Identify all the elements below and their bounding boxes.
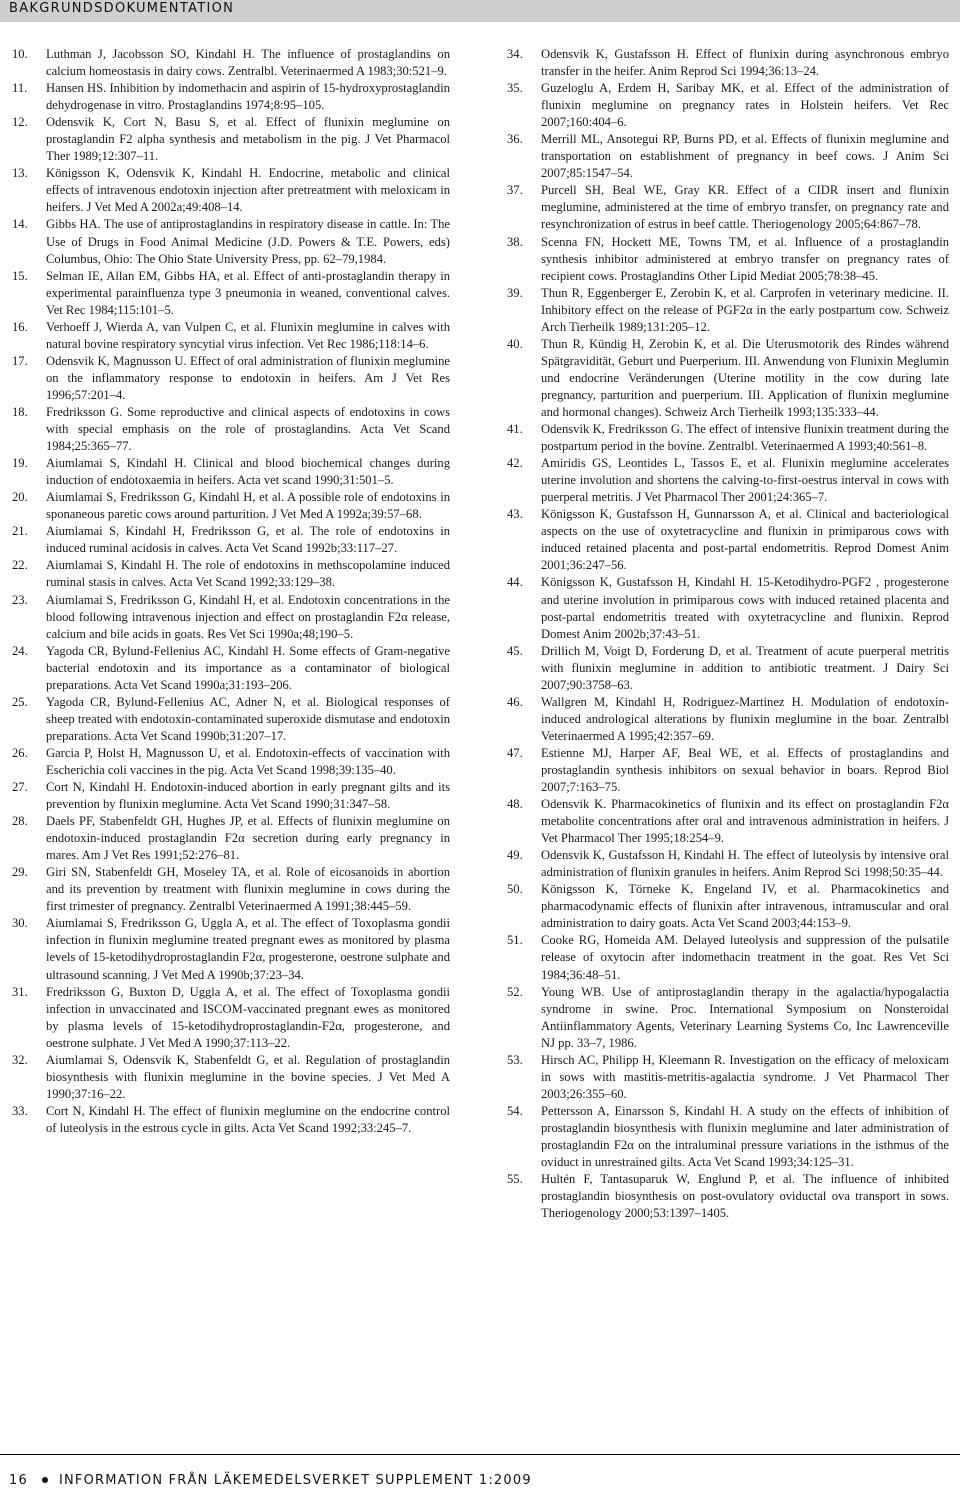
reference-number: 22.	[12, 558, 28, 573]
reference-number: 14.	[12, 217, 28, 232]
reference-text: Verhoeff J, Wierda A, van Vulpen C, et al. Flunixin meglumine in calves with natural bovine respiratory syncytial virus infection. Vet Rec 1986;118:14–6.	[46, 319, 450, 351]
reference-number: 13.	[12, 166, 28, 181]
left-reference-column	[12, 46, 450, 1137]
reference-number: 31.	[12, 984, 28, 999]
reference-number: 45.	[507, 643, 523, 658]
reference-text: Aiumlamai S, Fredriksson G, Uggla A, et al. The effect of Toxoplasma gondii infection in flunixin meglumine treated pregnant ewes as monitored by plasma levels of 15-ketodihydroprostaglandin F2α, progesterone, oestrone sulphate and ultrasound scanning. J Vet Med A 1990b;37:23–34.	[46, 916, 450, 982]
reference-text: Merrill ML, Ansotegui RP, Burns PD, et al. Effects of flunixin meglumine and transportation on establishment of pregnancy in beef cows. J Anim Sci 2007;85:1547–54.	[541, 132, 949, 181]
reference-item	[507, 694, 949, 745]
reference-item	[12, 745, 450, 779]
reference-item	[507, 285, 949, 336]
reference-number: 38.	[507, 234, 523, 249]
reference-item	[12, 80, 450, 114]
reference-number: 12.	[12, 115, 28, 130]
reference-text: Thun R, Eggenberger E, Zerobin K, et al. Carprofen in veterinary medicine. II. Inhibitory effect on the release of PGF2α in the early postpartum cow. Schweiz Arch Tierheilk 1989;131:205–12.	[541, 285, 949, 334]
reference-number: 50.	[507, 882, 523, 897]
reference-number: 21.	[12, 524, 28, 539]
reference-item	[507, 421, 949, 455]
reference-item	[507, 1103, 949, 1171]
reference-item	[12, 404, 450, 455]
reference-number: 34.	[507, 47, 523, 61]
reference-text: Aiumlamai S, Fredriksson G, Kindahl H, et al. Endotoxin concentrations in the blood following intravenous injection and effect on prostaglandin F2α release, calcium and bile acids in goats. Res Vet Sci 1990a;48;190–5.	[46, 592, 450, 641]
reference-item	[12, 984, 450, 1052]
reference-item	[12, 592, 450, 643]
reference-number: 54.	[507, 1103, 523, 1118]
reference-text: Wallgren M, Kindahl H, Rodriguez-Martinez H. Modulation of endotoxin-induced andrological alterations by flunixin meglumine in the boar. Zentralbl Veterinaermed A 1995;42:357–69.	[541, 694, 949, 743]
reference-text: Odensvik K. Pharmacokinetics of flunixin and its effect on prostaglandin F2α metabolite concentrations after oral and intravenous administration in heifers. J Vet Pharmacol Ther 1995;18:254–9.	[541, 797, 949, 846]
reference-item	[12, 216, 450, 267]
reference-number: 19.	[12, 456, 28, 471]
reference-item	[507, 643, 949, 694]
reference-item	[12, 455, 450, 489]
reference-number: 33.	[12, 1103, 28, 1118]
reference-text: Odensvik K, Gustafsson H, Kindahl H. The effect of luteolysis by intensive oral administration of flunixin granules in heifers. Anim Reprod Sci 1998;50:35–44.	[541, 848, 949, 880]
reference-item	[507, 847, 949, 881]
right-reference-column	[507, 46, 949, 1222]
reference-item	[12, 864, 450, 915]
reference-item	[507, 574, 949, 642]
reference-number: 39.	[507, 285, 523, 300]
reference-number: 52.	[507, 984, 523, 999]
reference-item	[12, 694, 450, 745]
publication-title: INFORMATION FRÅN LÄKEMEDELSVERKET SUPPLEMENT 1:2009	[58, 1472, 532, 1488]
reference-number: 49.	[507, 848, 523, 863]
reference-item	[12, 46, 450, 80]
reference-number: 25.	[12, 694, 28, 709]
reference-text: Luthman J, Jacobsson SO, Kindahl H. The influence of prostaglandins on calcium homeostasis in dairy cows. Zentralbl. Veterinaermed A 1983;30:521–9.	[46, 47, 450, 79]
section-title: BAKGRUNDSDOKUMENTATION	[9, 1, 235, 16]
reference-item	[12, 523, 450, 557]
reference-number: 32.	[12, 1052, 28, 1067]
reference-text: Königsson K, Gustafsson H, Gunnarsson A, et al. Clinical and bacteriological aspects on the use of oxytetracycline and flunixin in primiparous cows with induced retained placenta and post-partal endometritis. Reprod Domest Anim 2001;36:247–56.	[541, 507, 949, 573]
reference-number: 53.	[507, 1052, 523, 1067]
reference-text: Pettersson A, Einarsson S, Kindahl H. A study on the effects of inhibition of prostaglandin biosynthesis with flunixin meglumine and later administration of prostaglandin F2α on the intraluminal pressure variations in the isthmus of the oviduct in unrestrained gilts. Acta Vet Scand 1993;34:125–31.	[541, 1103, 949, 1170]
reference-number: 10.	[12, 47, 28, 61]
reference-number: 43.	[507, 507, 523, 522]
reference-text: Aiumlamai S, Kindahl H. The role of endotoxins in methscopolamine induced ruminal stasis in calves. Acta Vet Scand 1992;33:129–38.	[46, 558, 450, 590]
reference-number: 18.	[12, 404, 28, 419]
bullet-separator-icon	[42, 1477, 48, 1483]
reference-item	[507, 336, 949, 421]
reference-item	[12, 114, 450, 165]
reference-item	[12, 813, 450, 864]
reference-text: Yagoda CR, Bylund-Fellenius AC, Adner N, et al. Biological responses of sheep treated with endotoxin-contaminated superoxide dismutase and endotoxin preparations. Acta Vet Scand 1990b;31:207–17.	[46, 694, 450, 743]
reference-item	[507, 182, 949, 233]
reference-text: Odensvik K, Magnusson U. Effect of oral administration of flunixin meglumine on the inflammatory response to endotoxin in heifers. Am J Vet Res 1996;57:201–4.	[46, 353, 450, 402]
reference-item	[507, 80, 949, 131]
reference-number: 40.	[507, 336, 523, 351]
reference-text: Aiumlamai S, Odensvik K, Stabenfeldt G, et al. Regulation of prostaglandin biosynthesis with flunixin meglumine in the bovine species. J Vet Med A 1990;37:16–22.	[46, 1052, 450, 1101]
page-number: 16	[9, 1472, 28, 1488]
reference-number: 15.	[12, 268, 28, 283]
reference-number: 24.	[12, 643, 28, 658]
reference-number: 29.	[12, 865, 28, 880]
reference-number: 44.	[507, 575, 523, 590]
reference-text: Selman IE, Allan EM, Gibbs HA, et al. Effect of anti-prostaglandin therapy in experimental parainfluenza type 3 pneumonia in weaned, conventional calves. Vet Rec 1984;115:101–5.	[46, 268, 450, 317]
reference-number: 23.	[12, 592, 28, 607]
reference-item	[507, 506, 949, 574]
reference-number: 26.	[12, 745, 28, 760]
reference-text: Aiumlamai S, Fredriksson G, Kindahl H, et al. A possible role of endotoxins in sponaneous paretic cows around parturition. J Vet Med A 1992a;39:57–68.	[46, 490, 450, 522]
reference-text: Hirsch AC, Philipp H, Kleemann R. Investigation on the efficacy of meloxicam in sows with mastitis-metritis-agalactia syndrome. J Vet Pharmacol Ther 2003;26:355–60.	[541, 1052, 949, 1101]
reference-text: Cooke RG, Homeida AM. Delayed luteolysis and suppression of the pulsatile release of oxytocin after indomethacin treatment in the goat. Res Vet Sci 1984;36:48–51.	[541, 933, 949, 982]
reference-text: Fredriksson G. Some reproductive and clinical aspects of endotoxins in cows with special emphasis on the role of prostaglandins. Acta Vet Scand 1984;25:365–77.	[46, 404, 450, 454]
reference-text: Fredriksson G, Buxton D, Uggla A, et al. The effect of Toxoplasma gondii infection in unvaccinated and ISCOM-vaccinated pregnant ewes as monitored by plasma levels of 15-ketodihydroprostaglandin-F2α, progesterone, and oestrone sulphate. J Vet Med A 1990;37:113–22.	[46, 984, 450, 1050]
reference-text: Thun R, Kündig H, Zerobin K, et al. Die Uterusmotorik des Rindes während Spätgravidität, Geburt und Puerperium. III. Anwendung von Flunixin Meglumin und endocrine Veränderungen (Uterine motility in the cow during late pregnancy, parturition and puerperium. III. Application of flunixin meglumine and hormonal changes). Schweiz Arch Tierheilk 1993;135:333–44.	[541, 336, 949, 419]
reference-item	[507, 46, 949, 80]
reference-item	[12, 268, 450, 319]
reference-number: 17.	[12, 353, 28, 368]
reference-item	[507, 745, 949, 796]
reference-text: Cort N, Kindahl H. The effect of flunixin meglumine on the endocrine control of luteolysis in the estrous cycle in gilts. Acta Vet Scand 1992;33:245–7.	[46, 1103, 450, 1135]
reference-text: Odensvik K, Cort N, Basu S, et al. Effect of flunixin meglumine on prostaglandin F2 alpha synthesis and metabolism in the pig. J Vet Pharmacol Ther 1989;12:307–11.	[46, 115, 450, 164]
reference-text: Young WB. Use of antiprostaglandin therapy in the agalactia/hypogalactia syndrome in swine. Proc. International Symposium on Nonsteroidal Antiinflammatory Agents, Veterinary Learning Systems Co, Inc Lawrenceville NJ pp. 33–7, 1986.	[541, 984, 949, 1050]
page-footer	[9, 1470, 532, 1490]
reference-text: Garcia P, Holst H, Magnusson U, et al. Endotoxin-effects of vaccination with Escherichia coli vaccines in the pig. Acta Vet Scand 1998;39:135–40.	[46, 745, 450, 777]
reference-text: Gibbs HA. The use of antiprostaglandins in respiratory disease in cattle. In: The Use of Drugs in Food Animal Medicine (J.D. Powers & T.E. Powers, eds) Columbus, Ohio: The Ohio State University Press, pp. 62–79,1984.	[46, 217, 450, 266]
reference-text: Hultén F, Tantasuparuk W, Englund P, et al. The influence of inhibited prostaglandin biosynthesis on post-ovulatory oviductal ova transport in sows. Theriogenology 2000;53:1397–1405.	[541, 1172, 949, 1221]
reference-item	[507, 131, 949, 182]
reference-number: 36.	[507, 132, 523, 147]
reference-item	[12, 319, 450, 353]
reference-text: Amiridis GS, Leontides L, Tassos E, et al. Flunixin meglumine accelerates uterine involution and shortens the calving-to-first-oestrus interval in cows with puerperal metritis. J Vet Pharmacol Ther 2001;24:365–7.	[541, 456, 949, 505]
reference-text: Giri SN, Stabenfeldt GH, Moseley TA, et al. Role of eicosanoids in abortion and its prevention by treatment with flunixin meglumine in cows during the first trimester of pregnancy. Zentralbl Veterinaermed A 1991;38:445–59.	[46, 865, 450, 914]
reference-item	[12, 353, 450, 404]
reference-number: 47.	[507, 745, 523, 760]
reference-item	[12, 1052, 450, 1103]
reference-text: Estienne MJ, Harper AF, Beal WE, et al. Effects of prostaglandins and prostaglandin synthesis inhibitors on sexual behavior in boars. Reprod Biol 2007;7:163–75.	[541, 745, 949, 795]
reference-text: Königsson K, Gustafsson H, Kindahl H. 15-Ketodihydro-PGF2 , progesterone and uterine involution in primiparous cows with induced retained placenta and post-partal endometritis treated with oxytetracycline and flunixin. Reprod Domest Anim 2002b;37:43–51.	[541, 575, 949, 641]
reference-item	[12, 779, 450, 813]
reference-text: Königsson K, Odensvik K, Kindahl H. Endocrine, metabolic and clinical effects of intravenous endotoxin injection after pretreatment with meloxicam in heifers. J Vet Med A 2002a;49:408–14.	[46, 166, 450, 215]
reference-number: 37.	[507, 183, 523, 198]
reference-item	[12, 489, 450, 523]
reference-number: 48.	[507, 797, 523, 812]
footer-rule	[0, 1454, 960, 1455]
reference-text: Daels PF, Stabenfeldt GH, Hughes JP, et al. Effects of flunixin meglumine on endotoxin-induced prostaglandin F2α secretion during early pregnancy in mares. Am J Vet Res 1991;52:276–81.	[46, 814, 450, 863]
reference-item	[507, 1171, 949, 1222]
reference-item	[12, 915, 450, 983]
reference-text: Guzeloglu A, Erdem H, Saribay MK, et al. Effect of the administration of flunixin meglumine on pregnancy rates in Holstein heifers. Vet Rec 2007;160:404–6.	[541, 81, 949, 130]
reference-number: 42.	[507, 456, 523, 471]
reference-number: 27.	[12, 780, 28, 795]
reference-item	[12, 1103, 450, 1137]
reference-number: 41.	[507, 422, 523, 437]
reference-text: Aiumlamai S, Kindahl H, Fredriksson G, et al. The role of endotoxins in induced ruminal acidosis in calves. Acta Vet Scand 1992b;33:117–27.	[46, 524, 450, 556]
reference-text: Cort N, Kindahl H. Endotoxin-induced abortion in early pregnant gilts and its prevention by flunixin meglumine. Acta Vet Scand 1990;31:347–58.	[46, 780, 450, 812]
reference-text: Yagoda CR, Bylund-Fellenius AC, Kindahl H. Some effects of Gram-negative bacterial endotoxin and its importance as a contaminator of biological preparations. Acta Vet Scand 1990a;31:193–206.	[46, 643, 450, 692]
reference-text: Hansen HS. Inhibition by indomethacin and aspirin of 15-hydroxyprostaglandin dehydrogenase in vitro. Prostaglandins 1974;8:95–105.	[46, 81, 450, 113]
reference-number: 16.	[12, 319, 28, 334]
reference-number: 51.	[507, 933, 523, 948]
reference-number: 11.	[12, 81, 28, 96]
reference-item	[507, 1052, 949, 1103]
reference-number: 55.	[507, 1172, 523, 1187]
reference-item	[507, 455, 949, 506]
reference-number: 46.	[507, 694, 523, 709]
reference-item	[12, 643, 450, 694]
reference-text: Odensvik K, Fredriksson G. The effect of intensive flunixin treatment during the postpartum period in the bovine. Zentralbl. Veterinaermed A 1993;40:561–8.	[541, 422, 949, 454]
reference-text: Drillich M, Voigt D, Forderung D, et al. Treatment of acute puerperal metritis with flunixin meglumine in addition to antibiotic treatment. J Dairy Sci 2007;90:3758–63.	[541, 643, 949, 692]
reference-text: Scenna FN, Hockett ME, Towns TM, et al. Influence of a prostaglandin synthesis inhibitor administered at embryo transfer on pregnancy rates of recipient cows. Prostaglandins Other Lipid Mediat 2005;78:38–45.	[541, 234, 949, 283]
reference-text: Odensvik K, Gustafsson H. Effect of flunixin during asynchronous embryo transfer in the heifer. Anim Reprod Sci 1994;36:13–24.	[541, 47, 949, 79]
reference-item	[507, 932, 949, 983]
reference-item	[507, 881, 949, 932]
reference-item	[507, 796, 949, 847]
reference-text: Aiumlamai S, Kindahl H. Clinical and blood biochemical changes during induction of endotoxaemia in heifers. Acta vet scand 1990;31:501–5.	[46, 456, 450, 488]
reference-text: Purcell SH, Beal WE, Gray KR. Effect of a CIDR insert and flunixin meglumine, administered at the time of embryo transfer, on pregnancy rate and resynchronization of estrus in beef cattle. Theriogenology 2005;64:867–78.	[541, 183, 949, 232]
reference-item	[12, 557, 450, 591]
section-header-bar	[0, 0, 960, 22]
reference-number: 30.	[12, 916, 28, 931]
reference-text: Königsson K, Törneke K, Engeland IV, et al. Pharmacokinetics and pharmacodynamic effects of flunixin after intravenous, intramuscular and oral administration to dairy goats. Acta Vet Scand 2003;44:153–9.	[541, 882, 949, 931]
reference-item	[507, 984, 949, 1052]
reference-number: 35.	[507, 81, 523, 96]
reference-number: 20.	[12, 490, 28, 505]
reference-item	[12, 165, 450, 216]
reference-item	[507, 234, 949, 285]
reference-number: 28.	[12, 814, 28, 829]
